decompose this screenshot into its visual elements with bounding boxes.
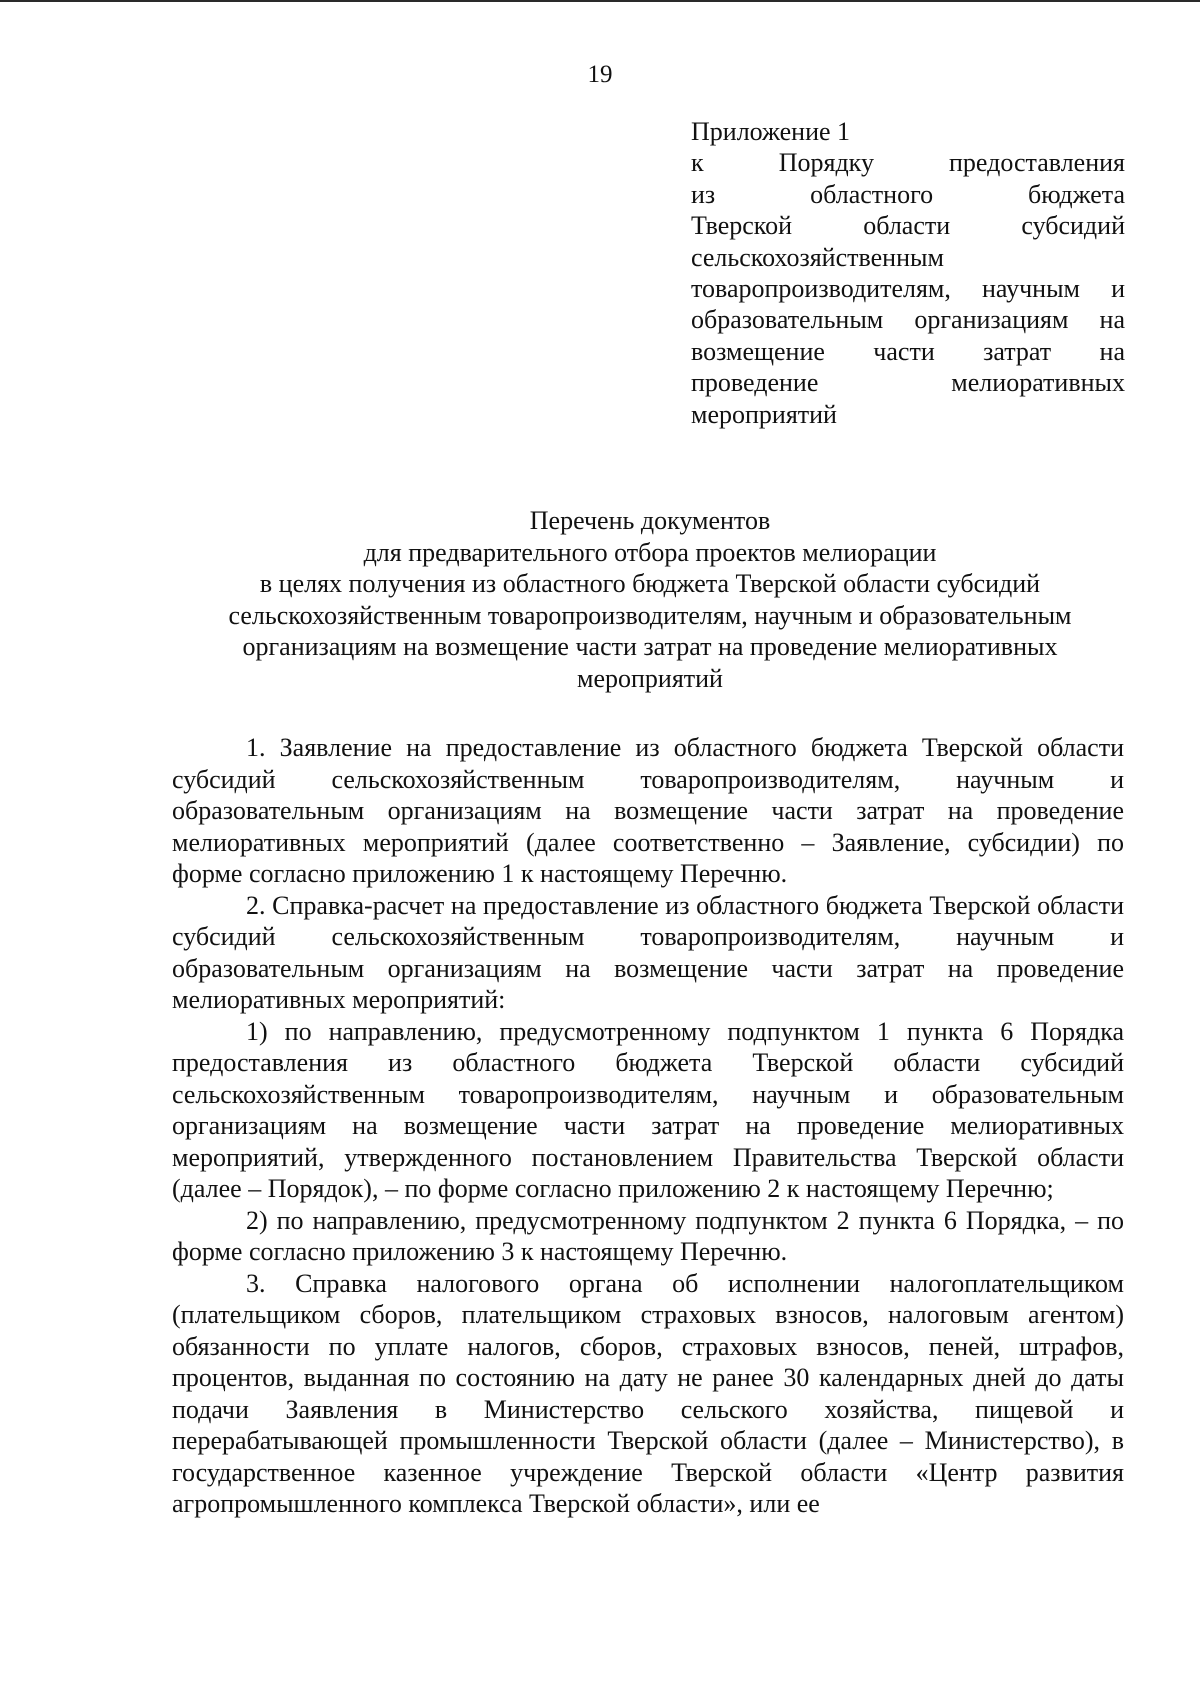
appendix-line: товаропроизводителям, научным и xyxy=(691,273,1125,303)
subparagraph-2: 2) по направлению, предусмотренному подпунктом 2 пункта 6 Порядка, – по форме согласно приложению 3 к настоящему Перечню. xyxy=(172,1205,1124,1266)
appendix-line: к Порядку предоставления xyxy=(691,148,1125,178)
paragraph-item-1: 1. Заявление на предоставление из областного бюджета Тверской области субсидий сельскохозяйственным товаропроизводителям, научным и образовательным организациям на возмещение части затрат на проведение мелиоративных мероприятий (далее соответственно – Заявление, субсидии) по форме согласно приложению 1 к настоящему Перечню. xyxy=(172,733,1124,888)
appendix-line: мероприятий xyxy=(691,399,837,429)
paragraph-item-3: 3. Справка налогового органа об исполнении налогоплательщиком (плательщиком сборов, плательщиком страховых взносов, налоговым агентом) обязанности по уплате налогов, сборов, страховых взносов, пеней, штрафов, процентов, выданная по состоянию на дату не ранее 30 календарных дней до даты подачи Заявления в Министерство сельского хозяйства, пищевой и перерабатывающей промышленности Тверской области (далее – Министерство), в государственное казенное учреждение Тверской области «Центр развития агропромышленного комплекса Тверской области», или ее xyxy=(172,1268,1124,1518)
appendix-line: Тверской области субсидий xyxy=(691,211,1125,241)
paragraph-item-2: 2. Справка-расчет на предоставление из областного бюджета Тверской области субсидий сельскохозяйственным товаропроизводителям, научным и образовательным организациям на возмещение части затрат на проведение мелиоративных мероприятий: xyxy=(172,890,1124,1014)
appendix-line: образовательным организациям на xyxy=(691,305,1125,335)
title-line: в целях получения из областного бюджета Тверской области субсидий xyxy=(259,569,1041,598)
appendix-line: возмещение части затрат на xyxy=(691,336,1125,366)
title-line: мероприятий xyxy=(577,663,723,693)
appendix-header xyxy=(691,116,1125,430)
scan-top-edge xyxy=(0,0,1200,2)
title-line: для предварительного отбора проектов мелиорации xyxy=(363,537,937,567)
document-title xyxy=(160,505,1140,694)
page-number: 19 xyxy=(587,61,613,88)
title-line: организациям на возмещение части затрат на проведение мелиоративных xyxy=(242,632,1058,661)
subparagraph-1: 1) по направлению, предусмотренному подпунктом 1 пункта 6 Порядка предоставления из областного бюджета Тверской области субсидий сельскохозяйственным товаропроизводителям, научным и образовательным организациям на возмещение части затрат на проведение мелиоративных мероприятий, утвержденного постановлением Правительства Тверской области (далее – Порядок), – по форме согласно приложению 2 к настоящему Перечню; xyxy=(172,1016,1124,1203)
title-line: Перечень документов xyxy=(529,506,771,535)
appendix-line: проведение мелиоративных xyxy=(691,368,1125,398)
document-body xyxy=(172,732,1124,1520)
title-line: сельскохозяйственным товаропроизводителям, научным и образовательным xyxy=(228,600,1072,630)
appendix-label: Приложение 1 xyxy=(691,117,851,146)
appendix-line: сельскохозяйственным xyxy=(691,242,944,272)
appendix-line: из областного бюджета xyxy=(691,179,1125,209)
